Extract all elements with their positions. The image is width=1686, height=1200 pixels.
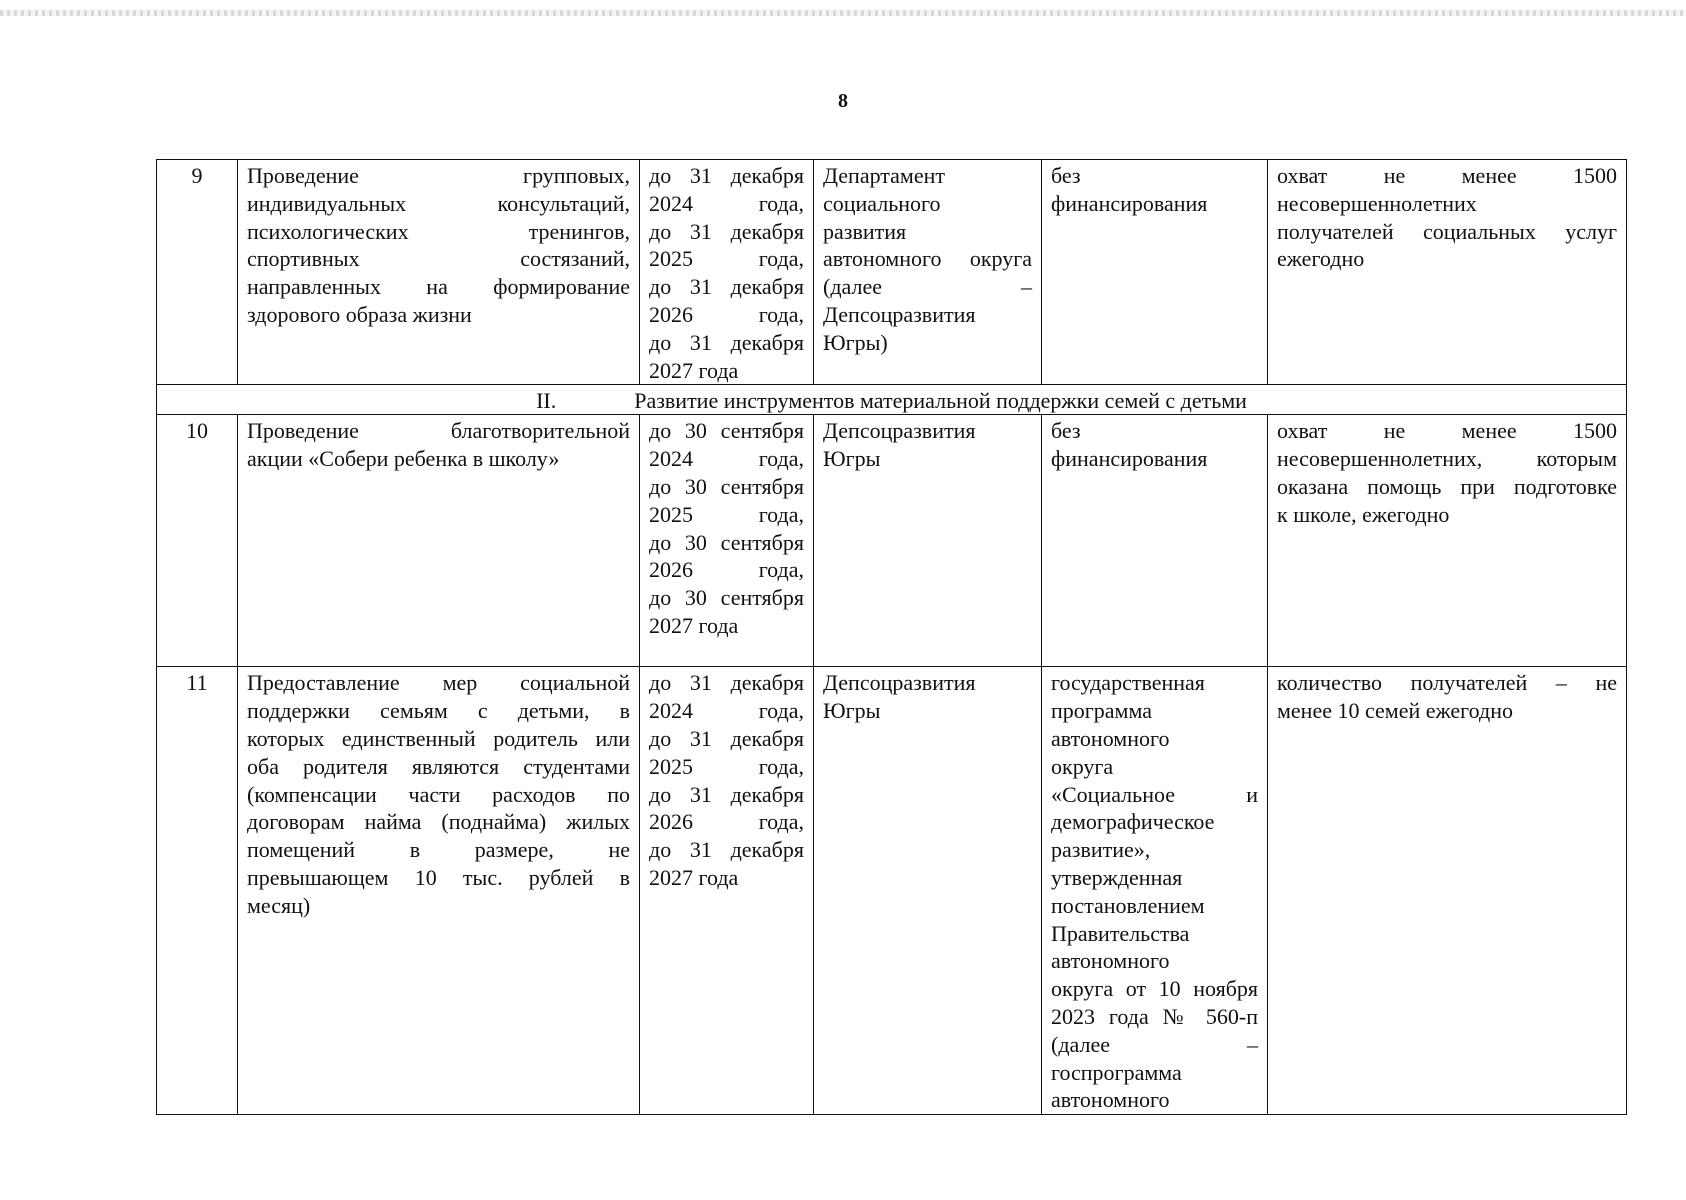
cell-text-line: до 31 декабря	[649, 274, 804, 300]
cell-text-line: государственная	[1051, 670, 1205, 696]
result-cell	[1268, 667, 1627, 1115]
responsible-cell	[814, 415, 1042, 667]
cell-text-line: до 31 декабря	[649, 781, 804, 807]
cell-text-line: Проведение благотворительной	[247, 418, 630, 444]
cell-text-line: 2026 года,	[649, 301, 804, 327]
cell-text-line: до 31 декабря	[649, 163, 804, 188]
cell-text-line: демографическое	[1051, 809, 1215, 835]
table-row	[157, 415, 1627, 667]
cell-text-line: 2026 года,	[649, 809, 804, 835]
cell-text-line: несовершеннолетних, которым	[1277, 446, 1617, 472]
cell-text-line: менее 10 семей ежегодно	[1277, 698, 1513, 724]
cell-text-line: Депсоцразвития	[823, 301, 976, 327]
cell-text-line: до 31 декабря	[649, 837, 804, 863]
cell-text-line: до 31 декабря	[649, 725, 804, 751]
cell-text-line: «Социальное и	[1051, 781, 1258, 807]
plan-table-body	[157, 160, 1627, 1115]
plan-table	[156, 159, 1627, 1115]
cell-text-line: без	[1051, 163, 1081, 188]
cell-text-line: 2025 года,	[649, 753, 804, 779]
cell-text-line: здорового образа жизни	[247, 301, 472, 327]
cell-text-line: к школе, ежегодно	[1277, 501, 1450, 527]
cell-text-line: спортивных состязаний,	[247, 246, 630, 272]
event-cell	[238, 160, 640, 385]
cell-text-line: развитие»,	[1051, 837, 1151, 863]
section-number: II.	[536, 388, 557, 414]
cell-text-line: 2027 года	[649, 612, 739, 638]
cell-text-line: оказана помощь при подготовке	[1277, 473, 1617, 499]
event-cell	[238, 667, 640, 1115]
cell-text-line: округа от 10 ноября	[1051, 976, 1258, 1002]
funding-cell	[1042, 415, 1268, 667]
cell-text-line: индивидуальных консультаций,	[247, 190, 630, 216]
funding-cell	[1042, 160, 1268, 385]
cell-text-line: 2024 года,	[649, 446, 804, 472]
cell-text-line: (далее –	[823, 274, 1032, 300]
cell-text-line: месяц)	[247, 892, 311, 918]
cell-text-line: поддержки семьям с детьми, в	[247, 698, 630, 724]
funding-cell	[1042, 667, 1268, 1115]
cell-text-line: охват не менее 1500	[1277, 418, 1617, 444]
cell-text-line: социального	[823, 190, 941, 216]
row-number-cell: 11	[157, 667, 238, 1115]
page-number: 8	[838, 90, 848, 112]
cell-text-line: охват не менее 1500	[1277, 163, 1617, 188]
cell-text-line: финансирования	[1051, 446, 1208, 472]
row-number-cell: 9	[157, 160, 238, 385]
cell-text-line: до 30 сентября	[649, 585, 804, 611]
cell-text-line: Югры	[823, 698, 881, 724]
cell-text-line: утвержденная	[1051, 864, 1183, 890]
deadline-cell	[640, 415, 814, 667]
cell-text-line: 2025 года,	[649, 501, 804, 527]
cell-text-line: до 30 сентября	[649, 473, 804, 499]
cell-text-line: Проведение групповых,	[247, 163, 630, 188]
cell-text-line: до 31 декабря	[649, 670, 804, 696]
deadline-cell	[640, 667, 814, 1115]
cell-text-line: 2025 года,	[649, 246, 804, 272]
cell-text-line: развития	[823, 218, 907, 244]
section-header-row	[157, 385, 1627, 415]
table-row	[157, 160, 1627, 385]
cell-text-line: автономного	[1051, 1087, 1170, 1113]
scan-edge-noise	[0, 10, 1686, 16]
cell-text-line: Депсоцразвития	[823, 418, 976, 444]
row-number-cell: 10	[157, 415, 238, 667]
cell-text-line: программа	[1051, 698, 1153, 724]
cell-text-line: 2027 года	[649, 357, 739, 383]
cell-text-line: (далее –	[1051, 1031, 1258, 1057]
event-cell	[238, 415, 640, 667]
cell-text-line: получателей социальных услуг	[1277, 218, 1617, 244]
cell-text-line: (компенсации части расходов по	[247, 781, 630, 807]
cell-text-line: 2023 года № 560-п	[1051, 1003, 1258, 1029]
cell-text-line: до 31 декабря	[649, 218, 804, 244]
responsible-cell	[814, 160, 1042, 385]
cell-text-line: 2024 года,	[649, 190, 804, 216]
cell-text-line: автономного	[1051, 948, 1170, 974]
cell-text-line: Югры)	[823, 329, 888, 355]
cell-text-line: госпрограмма	[1051, 1059, 1182, 1085]
cell-text-line: 2024 года,	[649, 698, 804, 724]
cell-text-line: постановлением	[1051, 892, 1205, 918]
cell-text-line: финансирования	[1051, 190, 1208, 216]
responsible-cell	[814, 667, 1042, 1115]
cell-text-line: автономного	[1051, 725, 1170, 751]
cell-text-line: договорам найма (поднайма) жилых	[247, 809, 630, 835]
cell-text-line: до 30 сентября	[649, 529, 804, 555]
cell-text-line: автономного округа	[823, 246, 1032, 272]
cell-text-line: психологических тренингов,	[247, 218, 630, 244]
cell-text-line: 2027 года	[649, 864, 739, 890]
cell-text-line: без	[1051, 418, 1081, 444]
cell-text-line: Правительства	[1051, 920, 1190, 946]
cell-text-line: акции «Собери ребенка в школу»	[247, 446, 560, 472]
result-cell	[1268, 415, 1627, 667]
cell-text-line: несовершеннолетних	[1277, 190, 1477, 216]
cell-text-line: Югры	[823, 446, 881, 472]
cell-text-line: направленных на формирование	[247, 274, 630, 300]
cell-text-line: которых единственный родитель или	[247, 725, 630, 751]
cell-text-line: округа	[1051, 753, 1114, 779]
cell-text-line: до 31 декабря	[649, 329, 804, 355]
cell-text-line: оба родителя являются студентами	[247, 753, 630, 779]
cell-text-line: количество получателей – не	[1277, 670, 1617, 696]
section-title: Развитие инструментов материальной поддержки семей с детьми	[634, 388, 1247, 414]
cell-text-line: Предоставление мер социальной	[247, 670, 630, 696]
section-title-cell	[157, 385, 1627, 415]
cell-text-line: 2026 года,	[649, 557, 804, 583]
cell-text-line: помещений в размере, не	[247, 837, 630, 863]
cell-text-line: ежегодно	[1277, 246, 1365, 272]
table-row	[157, 667, 1627, 1115]
cell-text-line: до 30 сентября	[649, 418, 804, 444]
cell-text-line: Департамент	[823, 163, 946, 188]
cell-text-line: Депсоцразвития	[823, 670, 976, 696]
deadline-cell	[640, 160, 814, 385]
result-cell	[1268, 160, 1627, 385]
cell-text-line: превышающем 10 тыс. рублей в	[247, 864, 630, 890]
